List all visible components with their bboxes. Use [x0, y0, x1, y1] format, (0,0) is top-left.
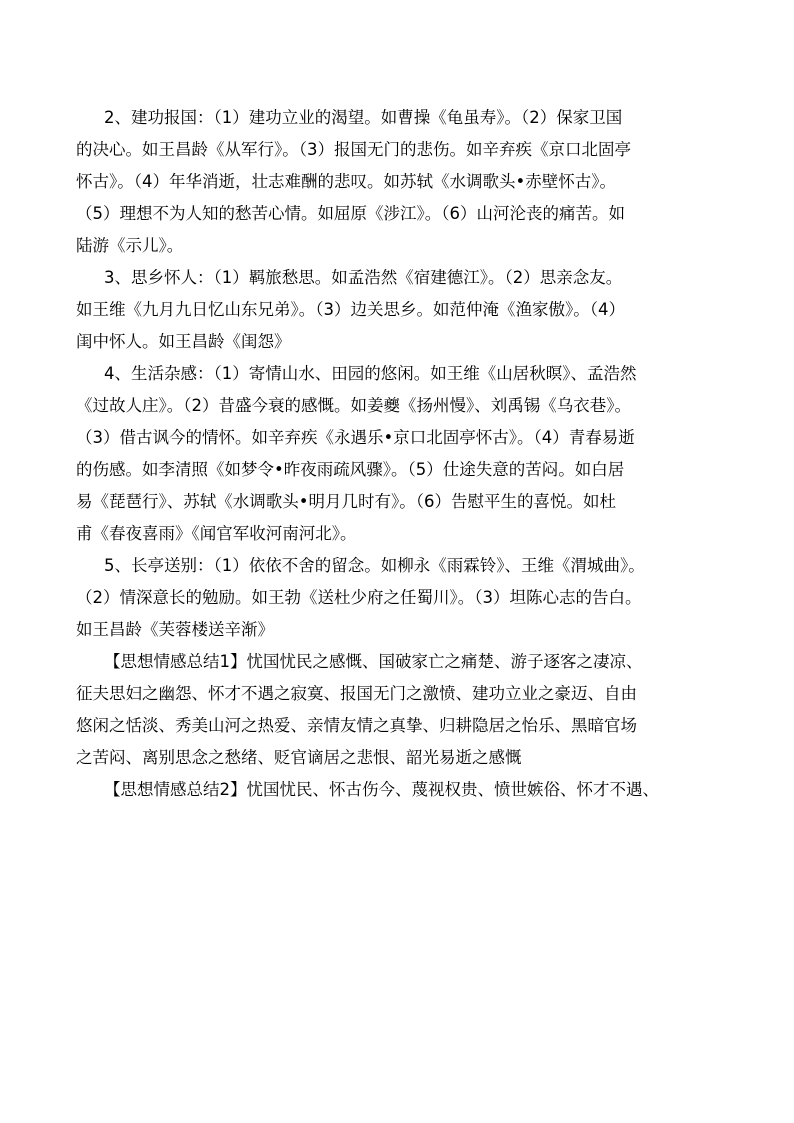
- paragraph-line: 闺中怀人。如王昌龄《闺怨》: [76, 332, 291, 351]
- paragraph-first-line: 3、思乡怀人：（1）羁旅愁思。如孟浩然《宿建德江》。（2）思亲念友。: [104, 268, 623, 287]
- paragraph-line: （3）借古讽今的情怀。如辛弃疾《永遇乐•京口北固亭怀古》。（4）青春易逝: [76, 428, 635, 447]
- paragraph-first-line: 【思想情感总结2】忧国忧民、怀古伤今、蔑视权贵、愤世嫉俗、怀才不遇、: [104, 780, 659, 799]
- paragraph-first-line: 2、建功报国：（1）建功立业的渴望。如曹操《龟虽寿》。（2）保家卫国: [104, 108, 623, 127]
- paragraph-line: 的伤感。如李清照《如梦令•昨夜雨疏风骤》。（5）仕途失意的苦闷。如白居: [76, 460, 625, 479]
- paragraph-line: 的决心。如王昌龄《从军行》。（3）报国无门的悲伤。如辛弃疾《京口北固亭: [76, 140, 631, 159]
- paragraph-line: 陆游《示儿》。: [76, 236, 184, 255]
- paragraph-line: 悠闲之恬淡、秀美山河之热爱、亲情友情之真挚、归耕隐居之怡乐、黑暗官场: [76, 716, 637, 735]
- paragraph-line: 征夫思妇之幽怨、怀才不遇之寂寞、报国无门之激愤、建功立业之豪迈、自由: [76, 684, 637, 703]
- paragraph-first-line: 4、生活杂感：（1）寄情山水、田园的悠闲。如王维《山居秋暝》、孟浩然: [104, 364, 637, 383]
- paragraph-line: 易《琵琶行》、苏轼《水调歌头•明月几时有》。（6）告慰平生的喜悦。如杜: [76, 492, 616, 511]
- paragraph-line: 甫《春夜喜雨》《闻官军收河南河北》。: [76, 524, 357, 543]
- paragraph-line: （5）理想不为人知的愁苦心情。如屈原《涉江》。（6）山河沦丧的痛苦。如: [76, 204, 625, 223]
- paragraph-first-line: 5、长亭送别：（1）依依不舍的留念。如柳永《雨霖铃》、王维《渭城曲》。: [104, 556, 645, 575]
- paragraph-line: 如王昌龄《芙蓉楼送辛渐》: [76, 620, 274, 639]
- paragraph-line: 如王维《九月九日忆山东兄弟》。（3）边关思乡。如范仲淹《渔家傲》。（4）: [76, 300, 625, 319]
- paragraph-line: 怀古》。（4）年华消逝，壮志难酬的悲叹。如苏轼《水调歌头•赤壁怀古》。: [76, 172, 616, 191]
- paragraph-first-line: 【思想情感总结1】忧国忧民之感慨、国破家亡之痛楚、游子逐客之凄凉、: [104, 652, 643, 671]
- paragraph-line: 之苦闷、离别思念之愁绪、贬官谪居之悲恨、韶光易逝之感慨: [76, 748, 522, 767]
- paragraph-line: （2）情深意长的勉励。如王勃《送杜少府之任蜀川》。（3）坦陈心志的告白。: [76, 588, 642, 607]
- document-body: [76, 102, 734, 806]
- paragraph-line: 《过故人庄》。（2）昔盛今衰的感慨。如姜夔《扬州慢》、刘禹锡《乌衣巷》。: [76, 396, 631, 415]
